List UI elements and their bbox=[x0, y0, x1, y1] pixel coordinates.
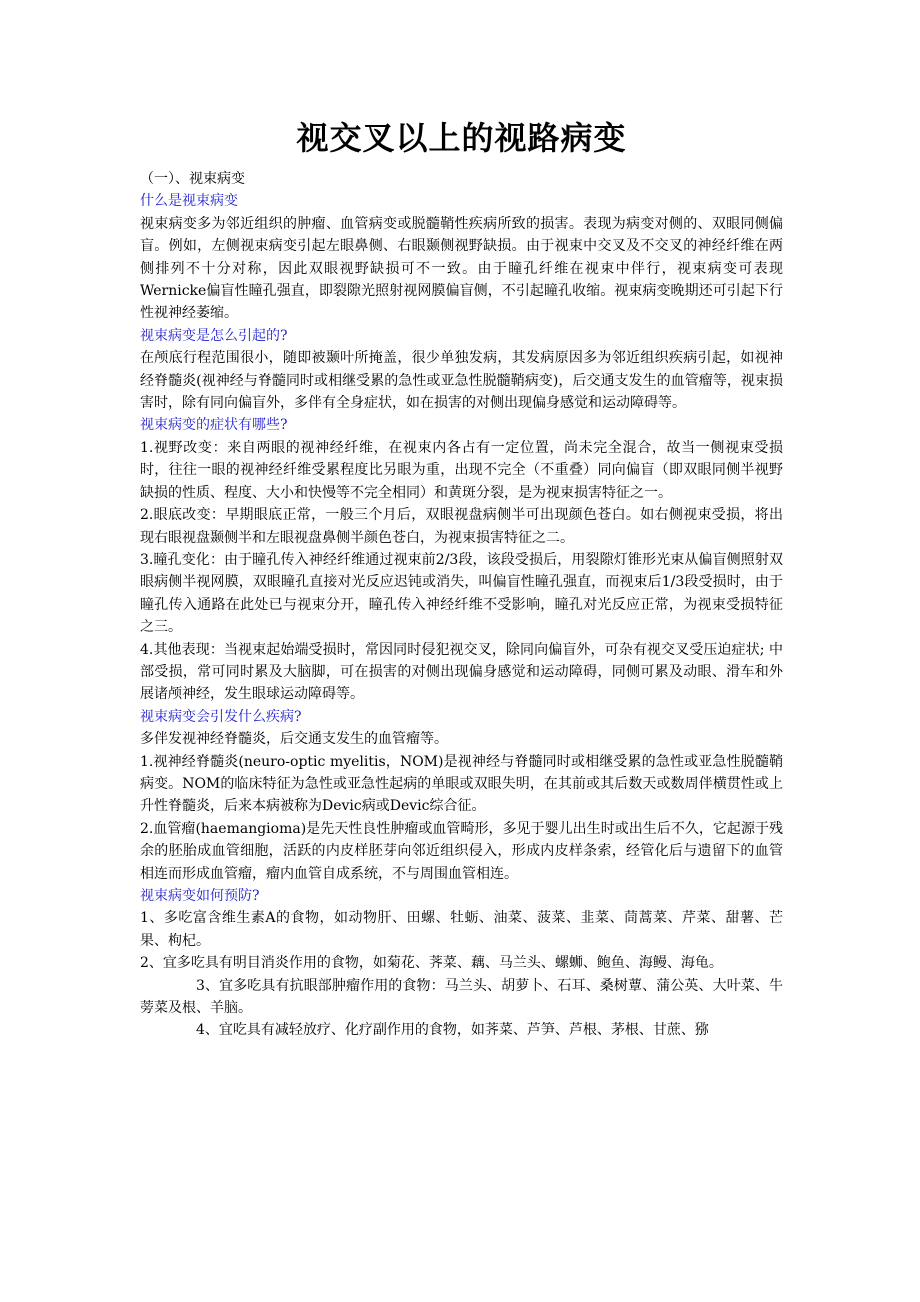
heading-what-is: 什么是视束病变 bbox=[140, 193, 238, 210]
paragraph-causes: 在颅底行程范围很小，随即被颞叶所掩盖，很少单独发病，其发病原因多为邻近组织疾病引起，如视神经脊髓炎(视神经与脊髓同时或相继受累的急性或亚急性脱髓鞘病变)，后交通支发生的血管瘤等，视束损害时，除有同向偏盲外，多伴有全身症状，如在损害的对侧出现偏身感觉和运动障碍等。 bbox=[140, 350, 783, 412]
heading-complications: 视束病变会引发什么疾病? bbox=[140, 708, 302, 725]
heading-causes: 视束病变是怎么引起的? bbox=[140, 327, 288, 344]
paragraph-what-is: 视束病变多为邻近组织的肿瘤、血管病变或脱髓鞘性疾病所致的损害。表现为病变对侧的、双眼同侧偏盲。例如，左侧视束病变引起左眼鼻侧、右眼颞侧视野缺损。由于视束中交叉及不交叉的神经纤维在两侧排列不十分对称，因此双眼视野缺损可不一致。由于瞳孔纤维在视束中伴行，视束病变可表现Wernicke偏盲性瞳孔强直，即裂隙光照射视网膜偏盲侧，不引起瞳孔收缩。视束病变晚期还可引起下行性视神经萎缩。 bbox=[140, 215, 783, 322]
complication-item-2: 2.血管瘤(haemangioma)是先天性良性肿瘤或血管畸形，多见于婴儿出生时或出生后不久，它起源于残余的胚胎成血管细胞，活跃的内皮样胚芽向邻近组织侵入，形成内皮样条索，经管化后与遗留下的血管相连而形成血管瘤，瘤内血管自成系统，不与周围血管相连。 bbox=[140, 820, 783, 882]
prevention-item-3: 3、宜多吃具有抗眼部肿瘤作用的食物：马兰头、胡萝卜、石耳、桑树蕈、蒲公英、大叶菜、牛蒡菜及根、羊脑。 bbox=[140, 977, 783, 1017]
symptom-item-1: 1.视野改变：来自两眼的视神经纤维，在视束内各占有一定位置，尚未完全混合，故当一侧视束受损时，往往一眼的视神经纤维受累程度比另眼为重，出现不完全（不重叠）同向偏盲（即双眼同侧半视野缺损的性质、程度、大小和快慢等不完全相同）和黄斑分裂，是为视束损害特征之一。 bbox=[140, 439, 783, 501]
heading-symptoms: 视束病变的症状有哪些? bbox=[140, 417, 288, 434]
document-page bbox=[140, 112, 783, 1042]
complications-intro: 多伴发视神经脊髓炎，后交通支发生的血管瘤等。 bbox=[140, 731, 448, 748]
complication-item-1: 1.视神经脊髓炎(neuro-optic myelitis，NOM)是视神经与脊髓同时或相继受累的急性或亚急性脱髓鞘病变。NOM的临床特征为急性或亚急性起病的单眼或双眼失明，在其前或其后数天或数周伴横贯性或上升性脊髓炎，后来本病被称为Devic病或Devic综合征。 bbox=[140, 753, 783, 815]
prevention-item-4: 4、宜吃具有减轻放疗、化疗副作用的食物，如荠菜、芦笋、芦根、茅根、甘蔗、猕 bbox=[196, 1022, 709, 1039]
symptom-item-3: 3.瞳孔变化：由于瞳孔传入神经纤维通过视束前2/3段，该段受损后，用裂隙灯锥形光束从偏盲侧照射双眼病侧半视网膜，双眼瞳孔直接对光反应迟钝或消失，叫偏盲性瞳孔强直，而视束后1/3段受损时，由于瞳孔传入通路在此处已与视束分开，瞳孔传入神经纤维不受影响，瞳孔对光反应正常，为视束受损特征之三。 bbox=[140, 551, 783, 636]
section-label: （一）、视束病变 bbox=[140, 171, 245, 187]
document-title: 视交叉以上的视路病变 bbox=[296, 119, 627, 157]
heading-prevention: 视束病变如何预防? bbox=[140, 888, 260, 904]
symptom-item-2: 2.眼底改变：早期眼底正常，一般三个月后，双眼视盘病侧半可出现颜色苍白。如右侧视束受损，将出现右眼视盘颞侧半和左眼视盘鼻侧半颜色苍白，为视束损害特征之二。 bbox=[140, 507, 783, 546]
symptom-item-4: 4.其他表现：当视束起始端受损时，常因同时侵犯视交叉，除同向偏盲外，可杂有视交叉受压迫症状; 中部受损，常可同时累及大脑脚，可在损害的对侧出现偏身感觉和运动障碍，同侧可累及动眼、滑车和外展诸颅神经，发生眼球运动障碍等。 bbox=[140, 641, 783, 703]
prevention-item-2: 2、宜多吃具有明目消炎作用的食物，如菊花、荠菜、藕、马兰头、螺蛳、鲍鱼、海鳗、海龟。 bbox=[140, 955, 723, 972]
prevention-item-1: 1、多吃富含维生素A的食物，如动物肝、田螺、牡蛎、油菜、菠菜、韭菜、茼蒿菜、芹菜、甜薯、芒果、枸杞。 bbox=[140, 910, 783, 949]
